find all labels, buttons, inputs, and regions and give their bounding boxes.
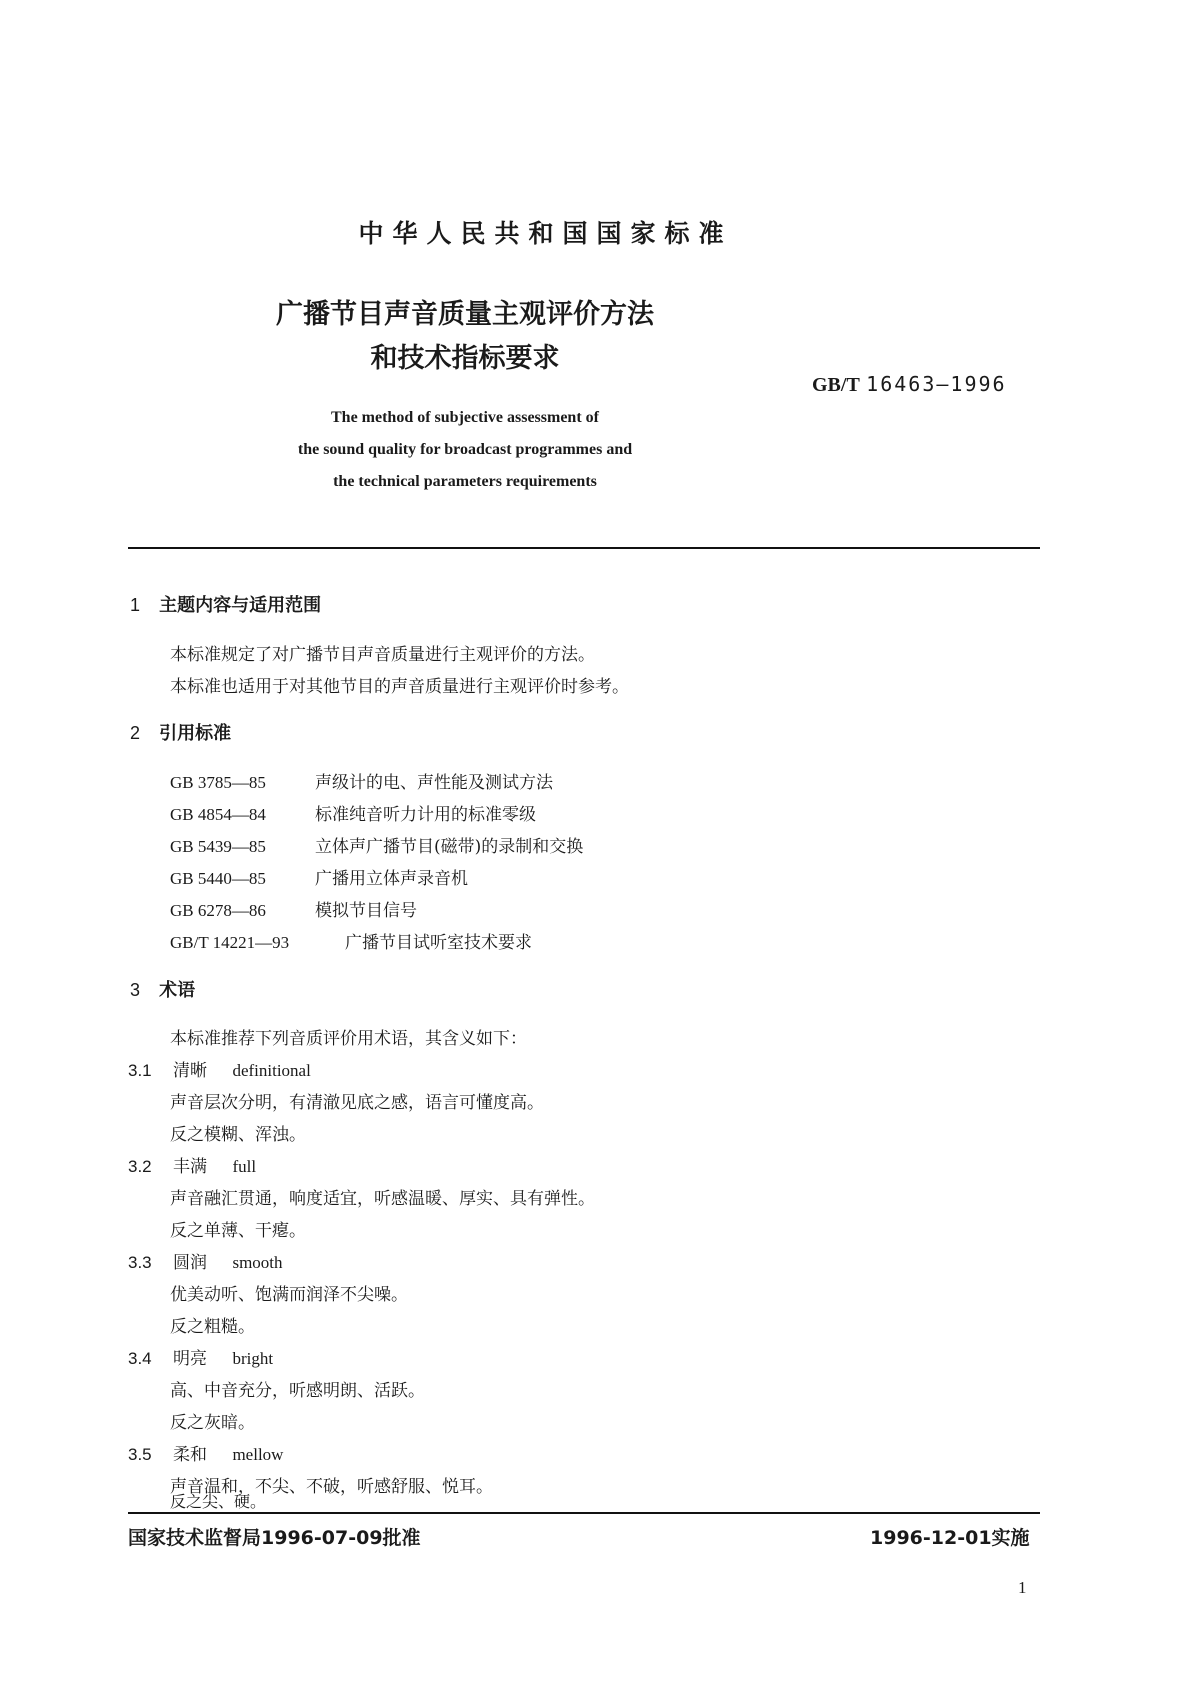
term-number: 3.1 [128, 1061, 152, 1080]
term-definition: 声音层次分明，有清澈见底之感，语言可懂度高。 [170, 1093, 544, 1113]
title-en-line1: The method of subjective assessment of [331, 409, 599, 426]
section-number: 2 [130, 723, 141, 743]
header-divider [128, 547, 1040, 549]
term-heading [128, 1440, 283, 1465]
section-title: 主题内容与适用范围 [159, 595, 322, 616]
term-en: mellow [232, 1445, 284, 1464]
reference-title: 立体声广播节目(磁带)的录制和交换 [315, 837, 584, 857]
reference-code: GB 3785—85 [170, 773, 266, 792]
term-en: smooth [232, 1253, 283, 1272]
paragraph: 本标准规定了对广播节目声音质量进行主观评价的方法。 [170, 645, 595, 665]
term-heading [128, 1344, 273, 1369]
reference-code: GB 6278—86 [170, 901, 266, 920]
title-cn-line1: 广播节目声音质量主观评价方法 [276, 299, 654, 330]
term-heading [128, 1152, 256, 1177]
section-3-heading [130, 976, 195, 1002]
term-en: bright [232, 1349, 274, 1368]
reference-item [170, 768, 553, 793]
effective-date: 1996-12-01实施 [870, 1527, 1030, 1549]
reference-code: GB/T 14221—93 [170, 933, 290, 952]
term-en: definitional [232, 1061, 311, 1080]
standard-prefix: GB/T [812, 374, 860, 396]
term-opposite: 反之单薄、干瘪。 [170, 1221, 306, 1241]
section-number: 1 [130, 595, 141, 615]
reference-title: 广播用立体声录音机 [315, 869, 468, 889]
term-definition: 声音温和，不尖、不破，听感舒服、悦耳。 [170, 1477, 493, 1497]
section-title: 术语 [159, 980, 196, 1001]
term-opposite: 反之灰暗。 [170, 1413, 255, 1433]
title-en-line3: the technical parameters requirements [333, 473, 597, 490]
term-number: 3.5 [128, 1445, 152, 1464]
term-cn: 柔和 [173, 1445, 208, 1465]
standard-number: 16463—1996 [866, 372, 1007, 396]
reference-title: 广播节目试听室技术要求 [345, 933, 532, 953]
term-heading [128, 1056, 311, 1081]
country-standard-heading [0, 214, 1191, 250]
reference-item [170, 800, 536, 825]
reference-item [170, 864, 468, 889]
term-cn: 丰满 [173, 1157, 208, 1177]
footer-divider [128, 1512, 1040, 1514]
term-en: full [232, 1157, 257, 1176]
reference-item [170, 928, 532, 953]
reference-code: GB 4854—84 [170, 805, 266, 824]
term-opposite: 反之模糊、浑浊。 [170, 1125, 306, 1145]
term-number: 3.2 [128, 1157, 152, 1176]
term-heading [128, 1248, 283, 1273]
reference-item [170, 896, 417, 921]
term-number: 3.3 [128, 1253, 152, 1272]
title-cn-line2: 和技术指标要求 [370, 343, 560, 374]
paragraph: 本标准推荐下列音质评价用术语，其含义如下： [170, 1029, 527, 1049]
reference-item [170, 832, 583, 857]
reference-code: GB 5440—85 [170, 869, 266, 888]
term-definition: 声音融汇贯通，响度适宜，听感温暖、厚实、具有弹性。 [170, 1189, 595, 1209]
reference-title: 标准纯音听力计用的标准零级 [315, 805, 536, 825]
term-definition: 优美动听、饱满而润泽不尖噪。 [170, 1285, 408, 1305]
section-number: 3 [130, 980, 141, 1000]
page-number: 1 [1018, 1578, 1027, 1597]
standard-code [812, 372, 1007, 397]
term-opposite: 反之粗糙。 [170, 1317, 255, 1337]
section-title: 引用标准 [159, 723, 232, 744]
approval-line: 国家技术监督局1996-07-09批准 [128, 1527, 421, 1549]
paragraph: 本标准也适用于对其他节目的声音质量进行主观评价时参考。 [170, 677, 629, 697]
term-number: 3.4 [128, 1349, 152, 1368]
country-standard-text: 中华人民共和国国家标准 [358, 219, 733, 248]
term-definition: 高、中音充分，听感明朗、活跃。 [170, 1381, 425, 1401]
term-cn: 明亮 [173, 1349, 208, 1369]
section-1-heading [130, 591, 321, 617]
reference-title: 模拟节目信号 [315, 901, 417, 921]
title-en-line2: the sound quality for broadcast programmes and [297, 441, 633, 458]
term-opposite: 反之尖、硬。 [170, 1492, 267, 1511]
term-cn: 圆润 [173, 1253, 208, 1273]
section-2-heading [130, 719, 231, 745]
term-cn: 清晰 [173, 1061, 208, 1081]
reference-title: 声级计的电、声性能及测试方法 [315, 773, 553, 793]
reference-code: GB 5439—85 [170, 837, 266, 856]
